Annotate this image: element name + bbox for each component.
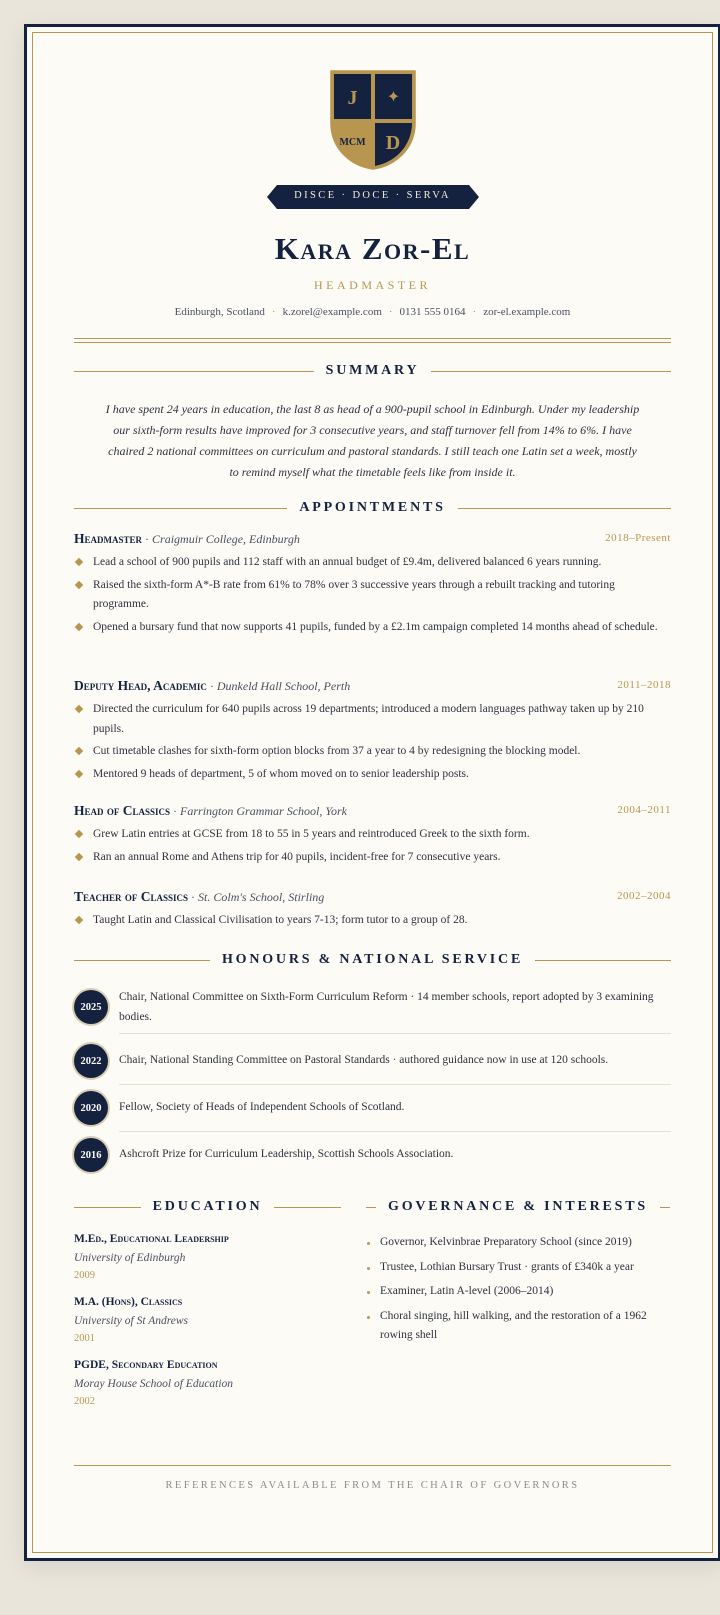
governance-item: Trustee, Lothian Bursary Trust · grants of £340k a year	[366, 1258, 671, 1278]
contact-line	[74, 306, 671, 318]
contact-website[interactable]: zor-el.example.com	[483, 306, 571, 318]
diamond-icon	[75, 705, 83, 713]
job-entry	[74, 678, 671, 787]
bullet-dot-icon	[367, 1316, 370, 1319]
job-dates: 2011–2018	[617, 679, 671, 691]
candidate-name: Kara Zor-El	[274, 231, 471, 266]
honour-text: Ashcroft Prize for Curriculum Leadership, Scottish Schools Association.	[119, 1148, 454, 1160]
governance-item: Examiner, Latin A-level (2006–2014)	[366, 1282, 671, 1302]
resume-page	[24, 24, 720, 1561]
job-org: Dunkeld Hall School, Perth	[216, 679, 351, 693]
summary-title: SUMMARY	[325, 363, 420, 378]
job-entry	[74, 803, 671, 870]
job-bullet: Lead a school of 900 pupils and 112 staff with an annual budget of £9.4m, delivered balanced 6 years running.	[74, 553, 671, 573]
governance-item: Choral singing, hill walking, and the restoration of a 1962 rowing shell	[366, 1307, 671, 1346]
education-institution: Moray House School of Education	[74, 1378, 234, 1390]
job-bullet: Grew Latin entries at GCSE from 18 to 55 in 5 years and reintroduced Greek to the sixth form.	[74, 825, 671, 845]
education-degree: M.Ed., Educational Leadership	[74, 1233, 229, 1245]
diamond-icon	[75, 830, 83, 838]
governance-item: Governor, Kelvinbrae Preparatory School (since 2019)	[366, 1233, 671, 1253]
school-crest-icon	[329, 69, 417, 171]
crest-star: ✦	[386, 87, 400, 106]
job-bullet: Cut timetable clashes for sixth-form option blocks from 37 a year to 4 by redesigning the blocking model.	[74, 742, 671, 762]
job-bullet: Raised the sixth-form A*-B rate from 61% to 78% over 3 successive years through a rebuilt tracking and tutoring programme.	[74, 576, 671, 615]
diamond-icon	[75, 852, 83, 860]
job-title: Head of Classics	[74, 803, 171, 818]
job-sep: ·	[209, 679, 214, 693]
job-bullet: Taught Latin and Classical Civilisation to years 7-13; form tutor to a group of 28.	[74, 911, 671, 931]
job-title: Deputy Head, Academic	[74, 678, 207, 693]
governance-title: GOVERNANCE & INTERESTS	[388, 1199, 648, 1214]
appointments-title: APPOINTMENTS	[299, 500, 446, 515]
education-institution: University of Edinburgh	[74, 1252, 186, 1264]
contact-sep: ·	[472, 306, 477, 318]
contact-email[interactable]: k.zorel@example.com	[282, 306, 382, 318]
job-dates: 2018–Present	[605, 532, 671, 544]
job-title: Headmaster	[74, 531, 143, 546]
governance-heading	[366, 1199, 671, 1215]
diamond-icon	[75, 558, 83, 566]
honours-heading	[74, 952, 671, 968]
education-year: 2001	[74, 1333, 95, 1344]
honour-year-badge: 2016	[74, 1138, 108, 1172]
job-org: Farrington Grammar School, York	[180, 804, 347, 818]
diamond-icon	[75, 580, 83, 588]
honour-text: Chair, National Committee on Sixth-Form Curriculum Reform · 14 member schools, report adopted by 3 examining bodies.	[119, 991, 654, 1023]
diamond-icon	[75, 622, 83, 630]
education-institution: University of St Andrews	[74, 1315, 189, 1327]
governance-list	[366, 1233, 671, 1351]
honours-title: HONOURS & NATIONAL SERVICE	[221, 952, 524, 967]
job-sep: ·	[173, 804, 178, 818]
honour-year-badge: 2020	[74, 1091, 108, 1125]
footer-references: REFERENCES AVAILABLE FROM THE CHAIR OF GOVERNORS	[165, 1480, 580, 1491]
honour-year-badge: 2025	[74, 990, 108, 1024]
diamond-icon	[75, 747, 83, 755]
job-entry	[74, 531, 671, 640]
job-bullet: Directed the curriculum for 640 pupils across 19 departments; introduced a modern languages pathway taken up by 210 pupils.	[74, 700, 671, 739]
bullet-dot-icon	[367, 1242, 370, 1245]
education-year: 2002	[74, 1396, 95, 1407]
honour-text: Chair, National Standing Committee on Pastoral Standards · authored guidance now in use at 120 schools.	[119, 1054, 609, 1066]
education-degree: PGDE, Secondary Education	[74, 1359, 218, 1371]
contact-sep: ·	[271, 306, 276, 318]
job-dates: 2004–2011	[617, 804, 671, 816]
honour-year-badge: 2022	[74, 1044, 108, 1078]
job-bullet: Opened a bursary fund that now supports 41 pupils, funded by a £2.1m campaign completed 14 months ahead of schedule.	[74, 618, 671, 638]
footer-divider	[74, 1465, 671, 1466]
education-degree: M.A. (Hons), Classics	[74, 1296, 183, 1308]
crest-roman-year: MCM	[338, 137, 366, 148]
contact-phone[interactable]: 0131 555 0164	[399, 306, 466, 318]
education-title: EDUCATION	[152, 1199, 263, 1214]
job-org: Craigmuir College, Edinburgh	[152, 532, 300, 546]
honour-divider	[119, 1033, 671, 1034]
job-bullet: Mentored 9 heads of department, 5 of whom moved on to senior leadership posts.	[74, 765, 671, 785]
job-dates: 2002–2004	[617, 890, 671, 902]
diamond-icon	[75, 769, 83, 777]
bullet-dot-icon	[367, 1291, 370, 1294]
job-org: St. Colm's School, Stirling	[198, 890, 325, 904]
candidate-role: HEADMASTER	[313, 278, 431, 292]
job-title: Teacher of Classics	[74, 889, 189, 904]
appointments-heading	[74, 500, 671, 516]
job-bullet: Ran an annual Rome and Athens trip for 40 pupils, incident-free for 7 consecutive years.	[74, 848, 671, 868]
contact-location: Edinburgh, Scotland	[174, 306, 265, 318]
honour-divider	[119, 1084, 671, 1085]
job-sep: ·	[191, 890, 196, 904]
honour-text: Fellow, Society of Heads of Independent Schools of Scotland.	[119, 1101, 405, 1113]
crest-letter-right: D	[385, 132, 400, 154]
job-sep: ·	[145, 532, 150, 546]
job-entry	[74, 889, 671, 934]
education-entry	[74, 1356, 334, 1410]
summary-text: I have spent 24 years in education, the last 8 as head of a 900-pupil school in Edinburgh. Under my leadership our sixth-form results have improved for 3 consecutive years, and staff turnover fell from 14% to 6%. I have chaired 2 national committees on curriculum and pastoral standards. I still teach one Latin set a week, mostly to remind myself what the timetable feels like from inside it.	[105, 402, 640, 479]
diamond-icon	[75, 916, 83, 924]
motto-text: DISCE · DOCE · SERVA	[294, 190, 451, 201]
crest-letter-left: J	[347, 87, 357, 109]
education-heading	[74, 1199, 341, 1215]
education-year: 2009	[74, 1270, 95, 1281]
education-entry	[74, 1230, 334, 1284]
honour-divider	[119, 1131, 671, 1132]
contact-sep: ·	[388, 306, 393, 318]
summary-heading	[74, 363, 671, 379]
education-entry	[74, 1293, 334, 1347]
header-divider	[74, 338, 671, 343]
bullet-dot-icon	[367, 1267, 370, 1270]
motto-ribbon	[267, 184, 479, 210]
